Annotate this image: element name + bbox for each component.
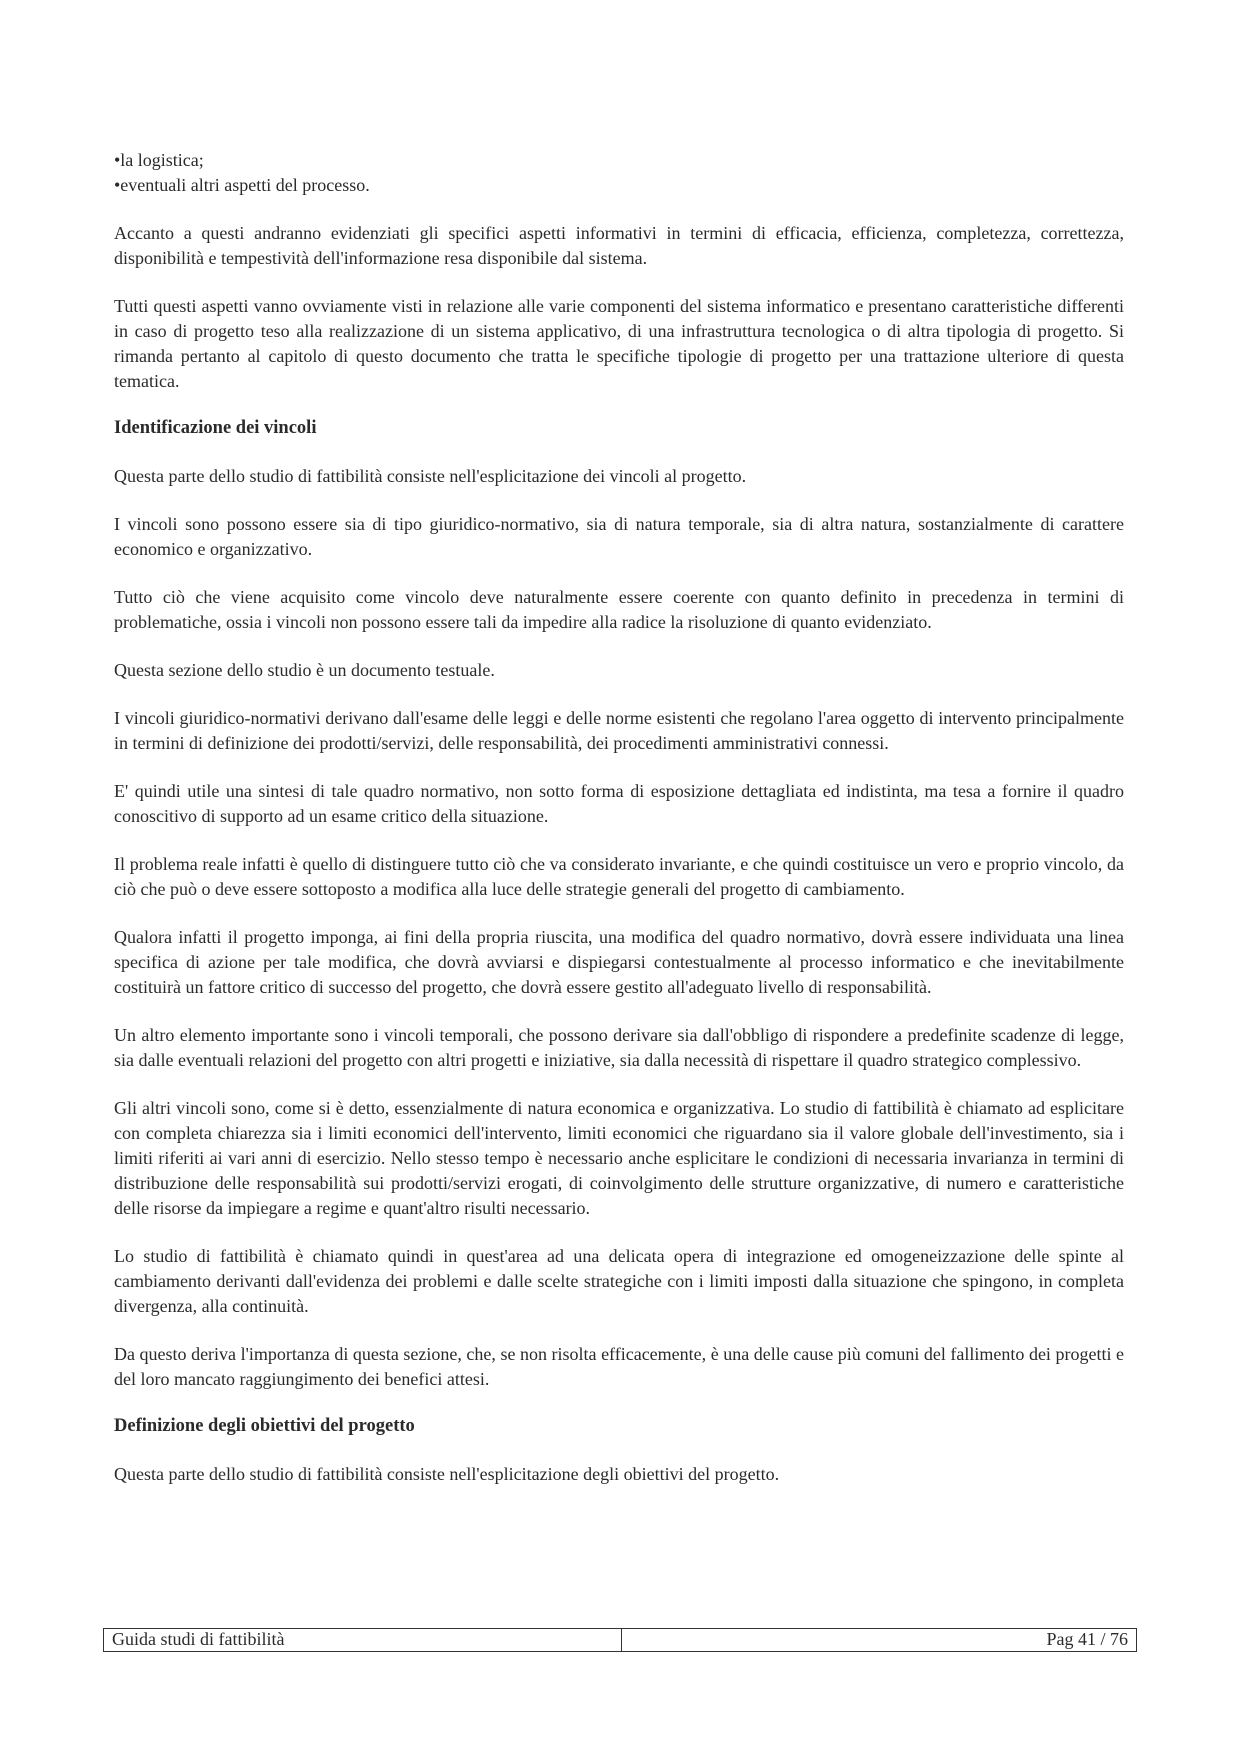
paragraph: Lo studio di fattibilità è chiamato quindi in quest'area ad una delicata opera di integrazione ed omogeneizzazione delle spinte al cambiamento derivanti dall'evidenza dei problemi e dalle scelte strategiche con i limiti imposti dalla situazione che spingono, in completa divergenza, alla continuità. <box>114 1246 1124 1316</box>
section-heading-obiettivi: Definizione degli obiettivi del progetto <box>114 1416 415 1436</box>
bullet-item: •eventuali altri aspetti del processo. <box>114 175 370 195</box>
paragraph: Questa parte dello studio di fattibilità consiste nell'esplicitazione dei vincoli al progetto. <box>114 466 747 486</box>
paragraph: Gli altri vincoli sono, come si è detto, essenzialmente di natura economica e organizzativa. Lo studio di fattibilità è chiamato ad esplicitare con completa chiarezza sia i limiti economici dell'intervento, limiti economici che riguardano sia il valore globale dell'investimento, sia i limiti riferiti ai vari anni di esercizio. Nello stesso tempo è necessario anche esplicitare le condizioni di necessaria invarianza in termini di distribuzione delle responsabilità sui prodotti/servizi erogati, di coinvolgimento delle strutture organizzative, di numero e caratteristiche delle risorse da impiegare a regime e quant'altro risulti necessario. <box>114 1098 1124 1218</box>
section-heading-vincoli: Identificazione dei vincoli <box>114 418 317 438</box>
paragraph: Il problema reale infatti è quello di distinguere tutto ciò che va considerato invariante, e che quindi costituisce un vero e proprio vincolo, da ciò che può o deve essere sottoposto a modifica alla luce delle strategie generali del progetto di cambiamento. <box>114 854 1124 899</box>
bullet-item: •la logistica; <box>114 150 204 170</box>
paragraph: Questa parte dello studio di fattibilità consiste nell'esplicitazione degli obiettivi del progetto. <box>114 1464 780 1484</box>
paragraph: Un altro elemento importante sono i vincoli temporali, che possono derivare sia dall'obbligo di rispondere a predefinite scadenze di legge, sia dalle eventuali relazioni del progetto con altri progetti e iniziative, sia dalla necessità di rispettare il quadro strategico complessivo. <box>114 1025 1124 1070</box>
page-footer <box>103 1628 1137 1652</box>
paragraph: Da questo deriva l'importanza di questa sezione, che, se non risolta efficacemente, è una delle cause più comuni del fallimento dei progetti e del loro mancato raggiungimento dei benefici attesi. <box>114 1344 1124 1389</box>
paragraph: E' quindi utile una sintesi di tale quadro normativo, non sotto forma di esposizione dettagliata ed indistinta, ma tesa a fornire il quadro conoscitivo di supporto ad un esame critico della situazione. <box>114 781 1124 826</box>
paragraph: Accanto a questi andranno evidenziati gli specifici aspetti informativi in termini di efficacia, efficienza, completezza, correttezza, disponibilità e tempestività dell'informazione resa disponibile dal sistema. <box>114 223 1124 268</box>
footer-page-number: Pag 41 / 76 <box>1046 1629 1128 1649</box>
paragraph: Questa sezione dello studio è un documento testuale. <box>114 660 495 680</box>
paragraph: I vincoli sono possono essere sia di tipo giuridico-normativo, sia di natura temporale, sia di altra natura, sostanzialmente di carattere economico e organizzativo. <box>114 514 1124 559</box>
paragraph: Qualora infatti il progetto imponga, ai fini della propria riuscita, una modifica del quadro normativo, dovrà essere individuata una linea specifica di azione per tale modifica, che dovrà avviarsi e dispiegarsi contestualmente al processo informatico e che inevitabilmente costituirà un fattore critico di successo del progetto, che dovrà essere gestito all'adeguato livello di responsabilità. <box>114 927 1124 997</box>
paragraph: I vincoli giuridico-normativi derivano dall'esame delle leggi e delle norme esistenti che regolano l'area oggetto di intervento principalmente in termini di definizione dei prodotti/servizi, delle responsabilità, dei procedimenti amministrativi connessi. <box>114 708 1124 753</box>
paragraph: Tutti questi aspetti vanno ovviamente visti in relazione alle varie componenti del sistema informatico e presentano caratteristiche differenti in caso di progetto teso alla realizzazione di un sistema applicativo, di una infrastruttura tecnologica o di altra tipologia di progetto. Si rimanda pertanto al capitolo di questo documento che tratta le specifiche tipologie di progetto per una trattazione ulteriore di questa tematica. <box>114 296 1124 391</box>
footer-document-title: Guida studi di fattibilità <box>104 1629 622 1651</box>
page-body <box>114 148 1124 1487</box>
paragraph: Tutto ciò che viene acquisito come vincolo deve naturalmente essere coerente con quanto definito in precedenza in termini di problematiche, ossia i vincoli non possono essere tali da impedire alla radice la risoluzione di quanto evidenziato. <box>114 587 1124 632</box>
